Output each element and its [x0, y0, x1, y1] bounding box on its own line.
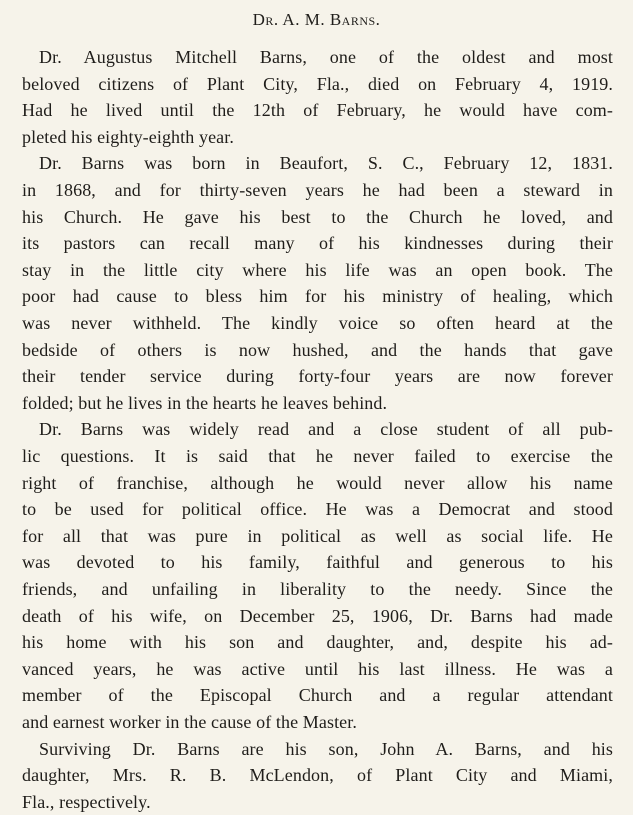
- text-line: member of the Episcopal Church and a regular attendant: [22, 685, 613, 706]
- text-line: its pastors can recall many of his kindnesses during their: [22, 233, 613, 254]
- text-line: Had he lived until the 12th of February, he would have com-: [22, 100, 613, 121]
- text-line: pleted his eighty-eighth year.: [22, 126, 234, 147]
- text-line: bedside of others is now hushed, and the hands that gave: [22, 339, 613, 360]
- text-line: daughter, Mrs. R. B. McLendon, of Plant City and Miami,: [22, 765, 613, 786]
- text-line: his Church. He gave his best to the Church he loved, and: [22, 206, 613, 227]
- text-line: vanced years, he was active until his last illness. He was a: [22, 658, 613, 679]
- text-line: Fla., respectively.: [22, 791, 151, 812]
- text-line: in 1868, and for thirty-seven years he had been a steward in: [22, 180, 613, 200]
- text-line: Dr. Barns was widely read and a close student of all pub-: [39, 419, 613, 440]
- text-line: friends, and unfailing in liberality to the needy. Since the: [22, 579, 613, 599]
- text-line: lic questions. It is said that he never failed to exercise the: [22, 446, 613, 466]
- text-line: beloved citizens of Plant City, Fla., died on February 4, 1919.: [22, 73, 613, 94]
- text-line: Dr. Barns was born in Beaufort, S. C., February 12, 1831.: [39, 153, 613, 174]
- text-line: to be used for political office. He was a Democrat and stood: [22, 499, 613, 520]
- text-line: right of franchise, although he would never allow his name: [22, 472, 613, 493]
- page-title: Dr. A. M. Barns.: [252, 10, 381, 29]
- text-line: and earnest worker in the cause of the Master.: [22, 712, 357, 732]
- text-line: was devoted to his family, faithful and generous to his: [22, 552, 613, 573]
- text-line: their tender service during forty-four years are now forever: [22, 366, 613, 387]
- text-line: poor had cause to bless him for his ministry of healing, which: [22, 286, 613, 307]
- text-line: his home with his son and daughter, and, despite his ad-: [22, 632, 613, 653]
- text-line: stay in the little city where his life was an open book. The: [22, 259, 613, 280]
- text-line: folded; but he lives in the hearts he leaves behind.: [22, 392, 388, 413]
- text-line: death of his wife, on December 25, 1906, Dr. Barns had made: [22, 605, 613, 626]
- text-line: was never withheld. The kindly voice so often heard at the: [22, 313, 613, 333]
- text-line: Dr. Augustus Mitchell Barns, one of the oldest and most: [39, 47, 613, 67]
- text-line: Surviving Dr. Barns are his son, John A. Barns, and his: [39, 738, 613, 759]
- text-line: for all that was pure in political as well as social life. He: [22, 525, 613, 546]
